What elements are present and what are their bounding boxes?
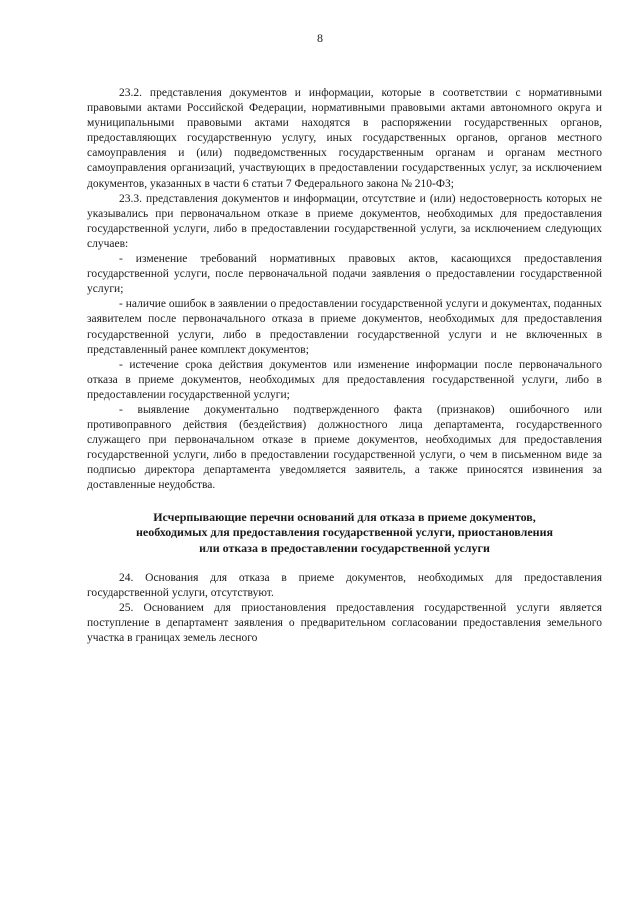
paragraph-23-2: 23.2. представления документов и информации, которые в соответствии с нормативными правовыми актами Российской Федерации, нормативными правовыми актами автономного округа и муниципальными правовыми актами находятся в распоряжении государственных органов, предоставляющих государственную услугу, иных государственных органов, органов местного самоуправления и (или) подведомственных государственным органам и органам местного самоуправления организаций, участвующих в предоставлении государственных услуг, за исключением документов, указанных в части 6 статьи 7 Федерального закона № 210-ФЗ; [87,87,602,190]
list-item-official-misconduct: - выявление документально подтвержденного факта (признаков) ошибочного или противоправного действия (бездействия) должностного лица департамента, государственного служащего при первоначальном отказе в приеме документов, необходимых для предоставления государственной услуги, либо в предоставлении государственной услуги, о чем в письменном виде за подписью директора департамента уведомляется заявитель, а также приносятся извинения за доставленные неудобства. [87,403,602,492]
paragraph-25: 25. Основанием для приостановления предоставления государственной услуги является поступление в департамент заявления о предварительном согласовании предоставления земельного участка в границах земель лесного [87,602,602,645]
section-heading: Исчерпывающие перечни оснований для отказа в приеме документов, необходимых для предоставления государственной услуги, приостановления или отказа в предоставлении государственной услуги [135,509,553,555]
paragraph-23-3: 23.3. представления документов и информации, отсутствие и (или) недостоверность которых не указывались при первоначальном отказе в приеме документов, необходимых для предоставления государственной услуги, либо в предоставлении государственной услуги, за исключением следующих случаев: [87,192,602,250]
page-number: 8 [317,31,323,45]
list-item-application-errors: - наличие ошибок в заявлении о предоставлении государственной услуги и документах, поданных заявителем после первоначального отказа в приеме документов, необходимых для предоставления государственной услуги, либо в предоставлении государственной услуги и не включенных в представленный ранее комплект документов; [87,298,602,356]
list-item-document-expiry: - истечение срока действия документов или изменение информации после первоначального отказа в приеме документов, необходимых для предоставления государственной услуги, либо в предоставлении государственной услуги; [87,358,602,401]
document-body [87,86,602,647]
paragraph-24: 24. Основания для отказа в приеме документов, необходимых для предоставления государственной услуги, отсутствуют. [87,572,602,600]
list-item-requirements-change: - изменение требований нормативных правовых актов, касающихся предоставления государственной услуги, после первоначальной подачи заявления о предоставлении государственной услуги; [87,253,602,296]
